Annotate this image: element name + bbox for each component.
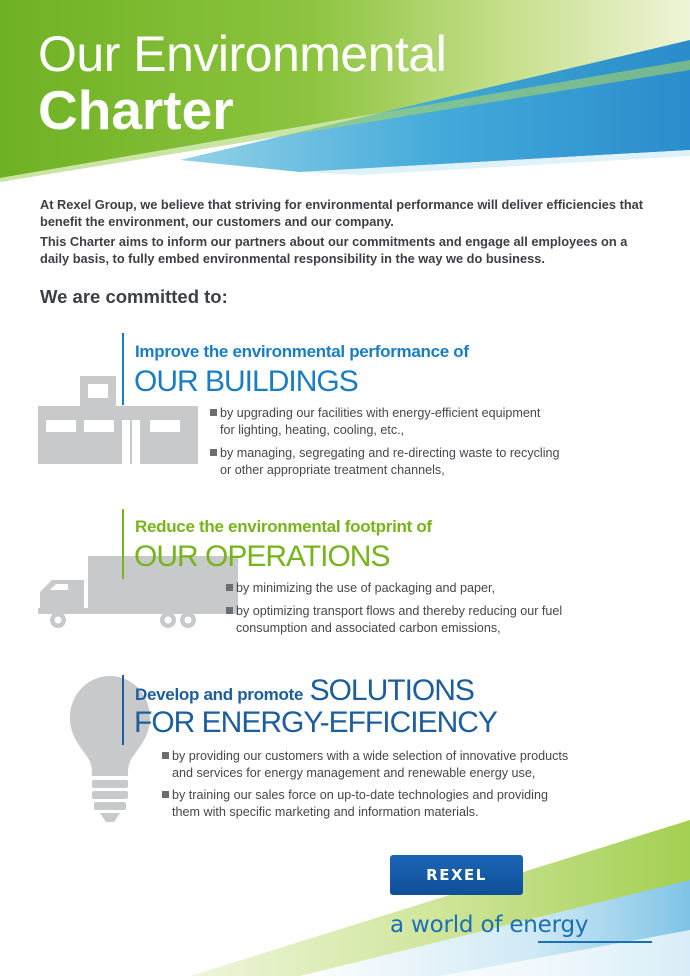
solutions-title-row <box>135 674 474 708</box>
page-title-line2: Charter <box>38 79 234 141</box>
tagline: a world of energy <box>390 912 589 938</box>
list-item: by managing, segregating and re-directing waste to recycling or other appropriate treatment channels, <box>210 445 630 479</box>
solutions-inline-heading: SOLUTIONS <box>309 674 474 707</box>
list-item: by providing our customers with a wide selection of innovative products and services for energy management and renewable energy use, <box>162 748 642 782</box>
section-divider <box>122 333 124 405</box>
list-item: by minimizing the use of packaging and paper, <box>226 580 646 598</box>
tagline-underline <box>538 941 652 943</box>
operations-heading: OUR OPERATIONS <box>134 540 390 573</box>
page-title-line1: Our Environmental <box>38 26 447 82</box>
buildings-heading: OUR BUILDINGS <box>134 365 358 398</box>
operations-lead: Reduce the environmental footprint of <box>135 517 432 536</box>
rexel-logo <box>390 855 523 895</box>
list-item: by training our sales force on up-to-date technologies and providing them with specific marketing and information materials. <box>162 787 642 821</box>
section-divider <box>122 675 124 745</box>
section-divider <box>122 509 124 579</box>
solutions-heading: FOR ENERGY-EFFICIENCY <box>134 706 497 739</box>
intro-paragraph-2: This Charter aims to inform our partners about our commitments and engage all employees on a daily basis, to fully embed environmental responsibility in the way we do business. <box>40 234 628 266</box>
solutions-lead: Develop and promote <box>135 685 304 704</box>
intro-paragraph-1: At Rexel Group, we believe that striving for environmental performance will deliver efficiencies that benefit the environment, our customers and our company. <box>40 197 644 229</box>
footer-background <box>0 780 690 976</box>
buildings-lead: Improve the environmental performance of <box>135 342 469 361</box>
committed-heading: We are committed to: <box>40 286 228 307</box>
list-item: by optimizing transport flows and thereby reducing our fuel consumption and associated carbon emissions, <box>226 603 646 637</box>
logo-text: REXEL <box>426 866 487 884</box>
list-item: by upgrading our facilities with energy-efficient equipment for lighting, heating, cooling, etc., <box>210 405 630 439</box>
